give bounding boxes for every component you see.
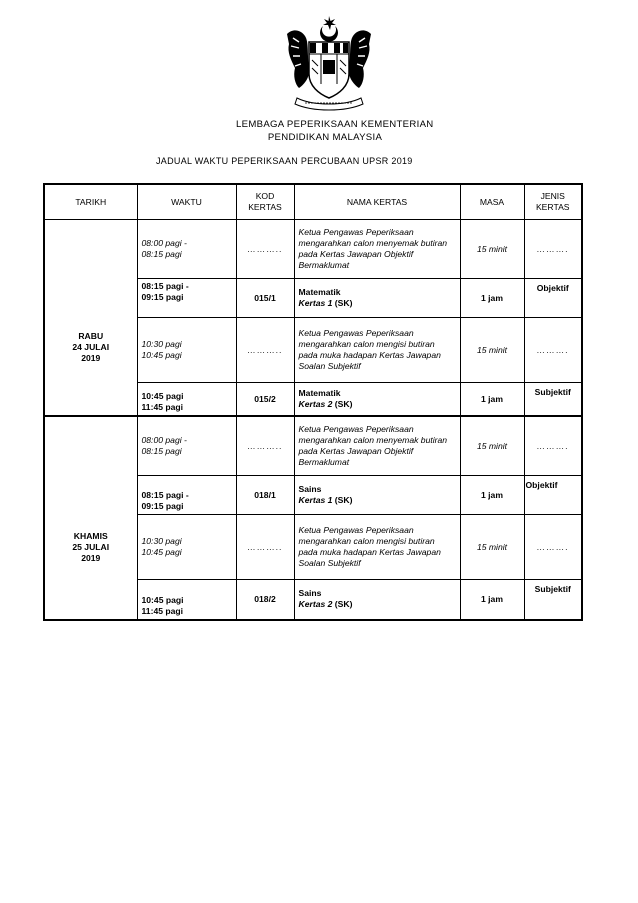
duration-cell: 1 jam [460,279,524,318]
code-cell: 018/2 [236,580,294,620]
code-cell: ……….. [236,318,294,383]
col-masa: MASA [460,184,524,220]
type-cell: Objektif [524,279,582,318]
code-cell: 015/1 [236,279,294,318]
time-cell: 08:15 pagi - 09:15 pagi [137,476,236,515]
paper-name-cell: Ketua Pengawas Peperiksaan mengarahkan calon mengisi butiran pada muka hadapan Kertas Jawapan Soalan Subjektif [294,515,460,580]
time-cell: 08:00 pagi - 08:15 pagi [137,416,236,476]
paper-name-cell: Sains Kertas 2 (SK) [294,580,460,620]
paper-name-cell: Matematik Kertas 1 (SK) [294,279,460,318]
duration-cell: 15 minit [460,515,524,580]
time-cell: 10:30 pagi 10:45 pagi [137,318,236,383]
code-cell: ……….. [236,220,294,279]
type-cell: ………. [524,416,582,476]
col-nama-kertas: NAMA KERTAS [294,184,460,220]
org-line-1: LEMBAGA PEPERIKSAAN KEMENTERIAN [236,119,434,130]
schedule-title: JADUAL WAKTU PEPERIKSAAN PERCUBAAN UPSR 2019 [156,156,413,166]
table-row [44,220,582,279]
org-line-2: PENDIDIKAN MALAYSIA [267,132,383,143]
col-tarikh: TARIKH [44,184,137,220]
type-cell: Objektif [524,476,582,515]
time-cell: 08:00 pagi - 08:15 pagi [137,220,236,279]
col-jenis-kertas: JENIS KERTAS [524,184,582,220]
type-cell: Subjektif [524,580,582,620]
duration-cell: 1 jam [460,476,524,515]
paper-name-cell: Ketua Pengawas Peperiksaan mengarahkan calon menyemak butiran pada Kertas Jawapan Objektif Bermaklumat [294,416,460,476]
time-cell: 08:15 pagi - 09:15 pagi [137,279,236,318]
time-cell: 10:45 pagi 11:45 pagi [137,580,236,620]
type-cell: ………. [524,515,582,580]
paper-name-cell: Ketua Pengawas Peperiksaan mengarahkan calon menyemak butiran pada Kertas Jawapan Objektif Bermaklumat [294,220,460,279]
time-cell: 10:30 pagi 10:45 pagi [137,515,236,580]
code-cell: 018/1 [236,476,294,515]
malaysia-coat-of-arms-icon [283,14,375,114]
col-waktu: WAKTU [137,184,236,220]
type-cell: ………. [524,318,582,383]
table-header-row [44,184,582,220]
time-cell: 10:45 pagi 11:45 pagi [137,383,236,417]
paper-name-cell: Sains Kertas 1 (SK) [294,476,460,515]
type-cell: Subjektif [524,383,582,417]
duration-cell: 15 minit [460,220,524,279]
col-kod-kertas: KOD KERTAS [236,184,294,220]
exam-timetable [43,183,583,621]
code-cell: ……….. [236,515,294,580]
paper-name-cell: Matematik Kertas 2 (SK) [294,383,460,417]
duration-cell: 15 minit [460,318,524,383]
date-cell: RABU 24 JULAI 2019 [44,220,137,417]
paper-name-cell: Ketua Pengawas Peperiksaan mengarahkan calon mengisi butiran pada muka hadapan Kertas Jawapan Soalan Subjektif [294,318,460,383]
duration-cell: 1 jam [460,580,524,620]
code-cell: ……….. [236,416,294,476]
date-cell: KHAMIS 25 JULAI 2019 [44,416,137,620]
organization-name [200,118,450,144]
table-row [44,416,582,476]
duration-cell: 15 minit [460,416,524,476]
type-cell: ………. [524,220,582,279]
code-cell: 015/2 [236,383,294,417]
duration-cell: 1 jam [460,383,524,417]
